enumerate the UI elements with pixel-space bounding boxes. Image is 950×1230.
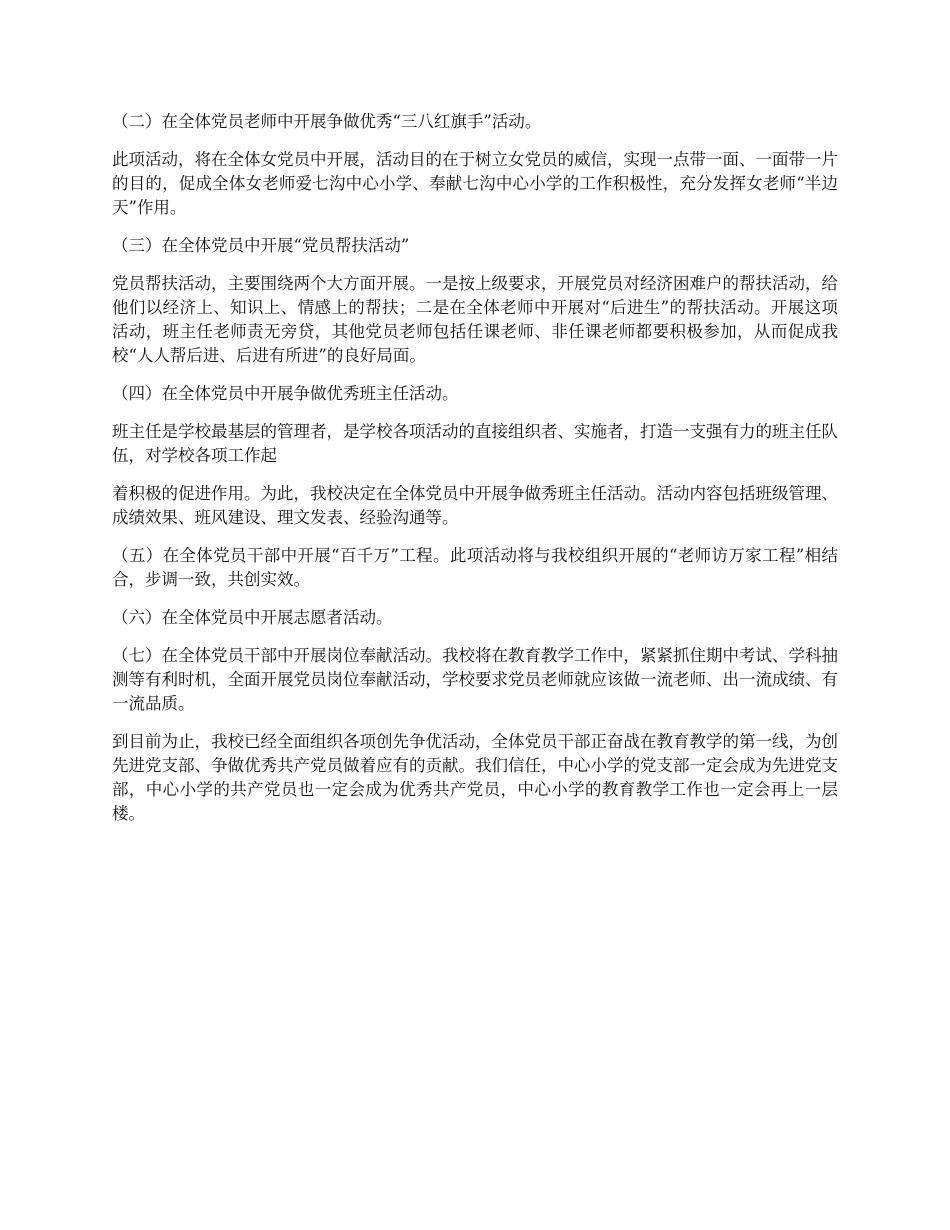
paragraph-women-teachers: 此项活动，将在全体女党员中开展，活动目的在于树立女党员的威信，实现一点带一面、一面带一片的目的，促成全体女老师爱七沟中心小学、奉献七沟中心小学的工作积极性，充分发挥女老师“半边天”作用。 xyxy=(112,150,838,217)
section-heading-three: （三）在全体党员中开展“党员帮扶活动” xyxy=(112,236,410,255)
paragraph-conclusion: 到目前为止，我校已经全面组织各项创先争优活动，全体党员干部正奋战在教育教学的第一线，为创先进党支部、争做优秀共产党员做着应有的贡献。我们信任，中心小学的党支部一定会成为先进党支部，中心小学的共产党员也一定会成为优秀共产党员，中心小学的教育教学工作也一定会再上一层楼。 xyxy=(112,732,838,823)
paragraph-head-teacher-part2: 着积极的促进作用。为此，我校决定在全体党员中开展争做秀班主任活动。活动内容包括班级管理、成绩效果、班风建设、理文发表、经验沟通等。 xyxy=(112,484,838,527)
paragraph-head-teacher-part1: 班主任是学校最基层的管理者，是学校各项活动的直接组织者、实施者，打造一支强有力的班主任队伍，对学校各项工作起 xyxy=(112,422,838,465)
section-heading-seven: （七）在全体党员干部中开展岗位奉献活动。我校将在教育教学工作中，紧紧抓住期中考试、学科抽测等有利时机，全面开展党员岗位奉献活动，学校要求党员老师就应该做一流老师、出一流成绩、有一流品质。 xyxy=(112,646,838,713)
section-heading-two: （二）在全体党员老师中开展争做优秀“三八红旗手”活动。 xyxy=(112,112,542,131)
section-heading-six: （六）在全体党员中开展志愿者活动。 xyxy=(112,608,393,627)
section-heading-five: （五）在全体党员干部中开展“百千万”工程。此项活动将与我校组织开展的“老师访万家工程”相结合，步调一致，共创实效。 xyxy=(112,546,838,589)
paragraph-mutual-help: 党员帮扶活动，主要围绕两个大方面开展。一是按上级要求，开展党员对经济困难户的帮扶活动，给他们以经济上、知识上、情感上的帮扶；二是在全体老师中开展对“后进生”的帮扶活动。开展这项活动，班主任老师责无旁贷，其他党员老师包括任课老师、非任课老师都要积极参加，从而促成我校“人人帮后进、后进有所进”的良好局面。 xyxy=(112,274,838,365)
section-heading-four: （四）在全体党员中开展争做优秀班主任活动。 xyxy=(112,384,459,403)
